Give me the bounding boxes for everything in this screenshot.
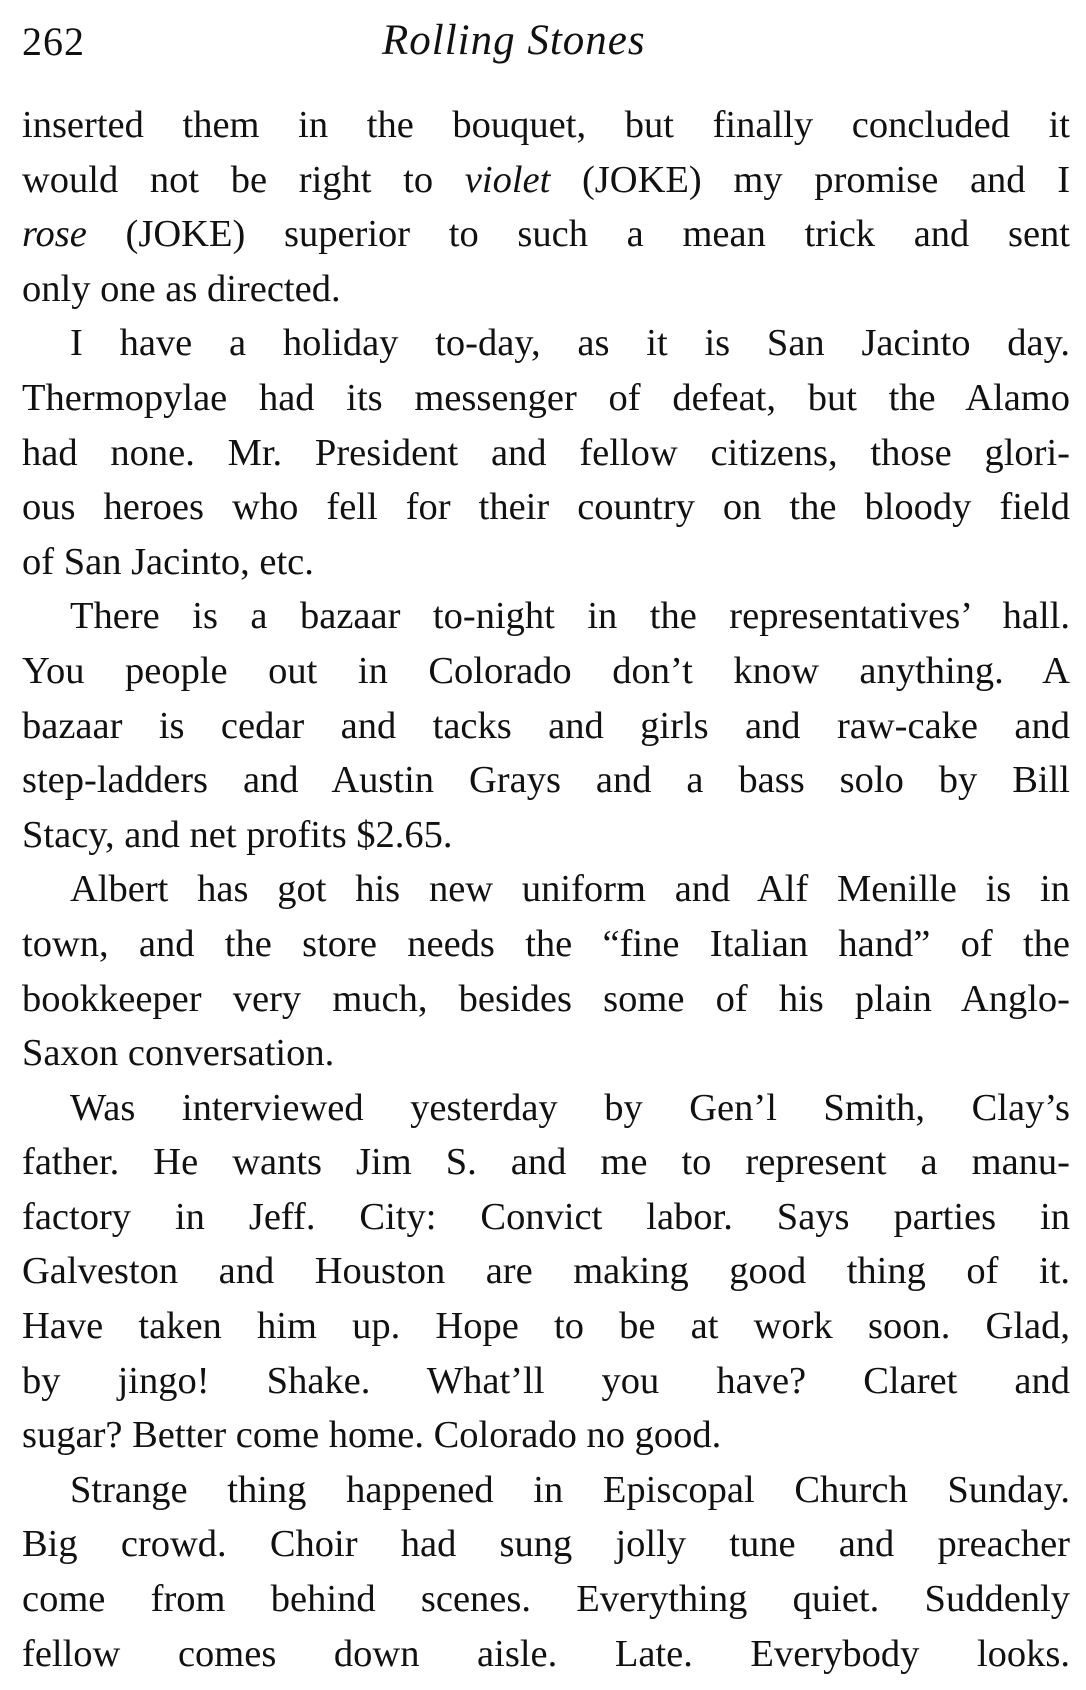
text-line: Strange thing happened in Episcopal Church Sunday. <box>70 1468 1070 1511</box>
text-line: I have a holiday to-day, as it is San Jacinto day. <box>70 322 1070 365</box>
book-page <box>22 0 1070 1681</box>
text-line: Was interviewed yesterday by Gen’l Smith, Clay’s <box>70 1086 1070 1129</box>
text-line: bookkeeper very much, besides some of his plain Anglo- <box>22 977 1070 1020</box>
text-line: You people out in Colorado don’t know anything. A <box>22 649 1070 692</box>
italic-word: rose <box>22 213 87 256</box>
text-line: fellow comes down aisle. Late. Everybody looks. <box>22 1632 1070 1675</box>
body-text <box>22 98 1070 1681</box>
italic-word: violet <box>464 158 551 201</box>
text-line: sugar? Better come home. Colorado no good. <box>22 1414 722 1457</box>
text-line: Big crowd. Choir had sung jolly tune and preacher <box>22 1523 1070 1566</box>
text-run: would not be right to <box>22 158 434 201</box>
page-number: 262 <box>22 19 85 64</box>
text-line <box>22 153 1070 208</box>
paragraph-6 <box>22 1463 1070 1681</box>
text-line: come from behind scenes. Everything quiet. Suddenly <box>22 1578 1070 1621</box>
paragraph-1 <box>22 98 1070 316</box>
paragraph-3 <box>22 589 1070 862</box>
text-line: Albert has got his new uniform and Alf Menille is in <box>70 868 1070 911</box>
text-run: (JOKE) my promise and I <box>550 158 1071 201</box>
text-line: ous heroes who fell for their country on the bloody field <box>22 486 1070 529</box>
text-line: Saxon conversation. <box>22 1032 335 1075</box>
text-line: only one as directed. <box>22 267 341 310</box>
text-line: Thermopylae had its messenger of defeat, but the Alamo <box>22 376 1070 419</box>
text-line: Stacy, and net profits $2.65. <box>22 813 453 856</box>
page-header <box>22 0 1070 98</box>
text-line: There is a bazaar to-night in the representatives’ hall. <box>70 595 1070 638</box>
text-line: town, and the store needs the “fine Italian hand” of the <box>22 922 1070 965</box>
paragraph-5 <box>22 1081 1070 1463</box>
text-line: father. He wants Jim S. and me to represent a manu- <box>22 1141 1070 1184</box>
text-line: inserted them in the bouquet, but finally concluded it <box>22 104 1070 146</box>
text-line: had none. Mr. President and fellow citizens, those glori- <box>22 431 1070 474</box>
paragraph-4 <box>22 862 1070 1080</box>
running-title: Rolling Stones <box>382 17 646 64</box>
text-line: by jingo! Shake. What’ll you have? Claret and <box>22 1359 1070 1402</box>
text-line: factory in Jeff. City: Convict labor. Says parties in <box>22 1195 1070 1238</box>
text-line: bazaar is cedar and tacks and girls and raw-cake and <box>22 704 1070 747</box>
text-line: Galveston and Houston are making good thing of it. <box>22 1250 1070 1293</box>
paragraph-2 <box>22 316 1070 589</box>
text-run: (JOKE) superior to such a mean trick and sent <box>86 213 1070 256</box>
text-line: of San Jacinto, etc. <box>22 540 314 583</box>
text-line: step-ladders and Austin Grays and a bass solo by Bill <box>22 759 1070 802</box>
text-line <box>22 207 1070 262</box>
text-line: Have taken him up. Hope to be at work soon. Glad, <box>22 1305 1070 1348</box>
